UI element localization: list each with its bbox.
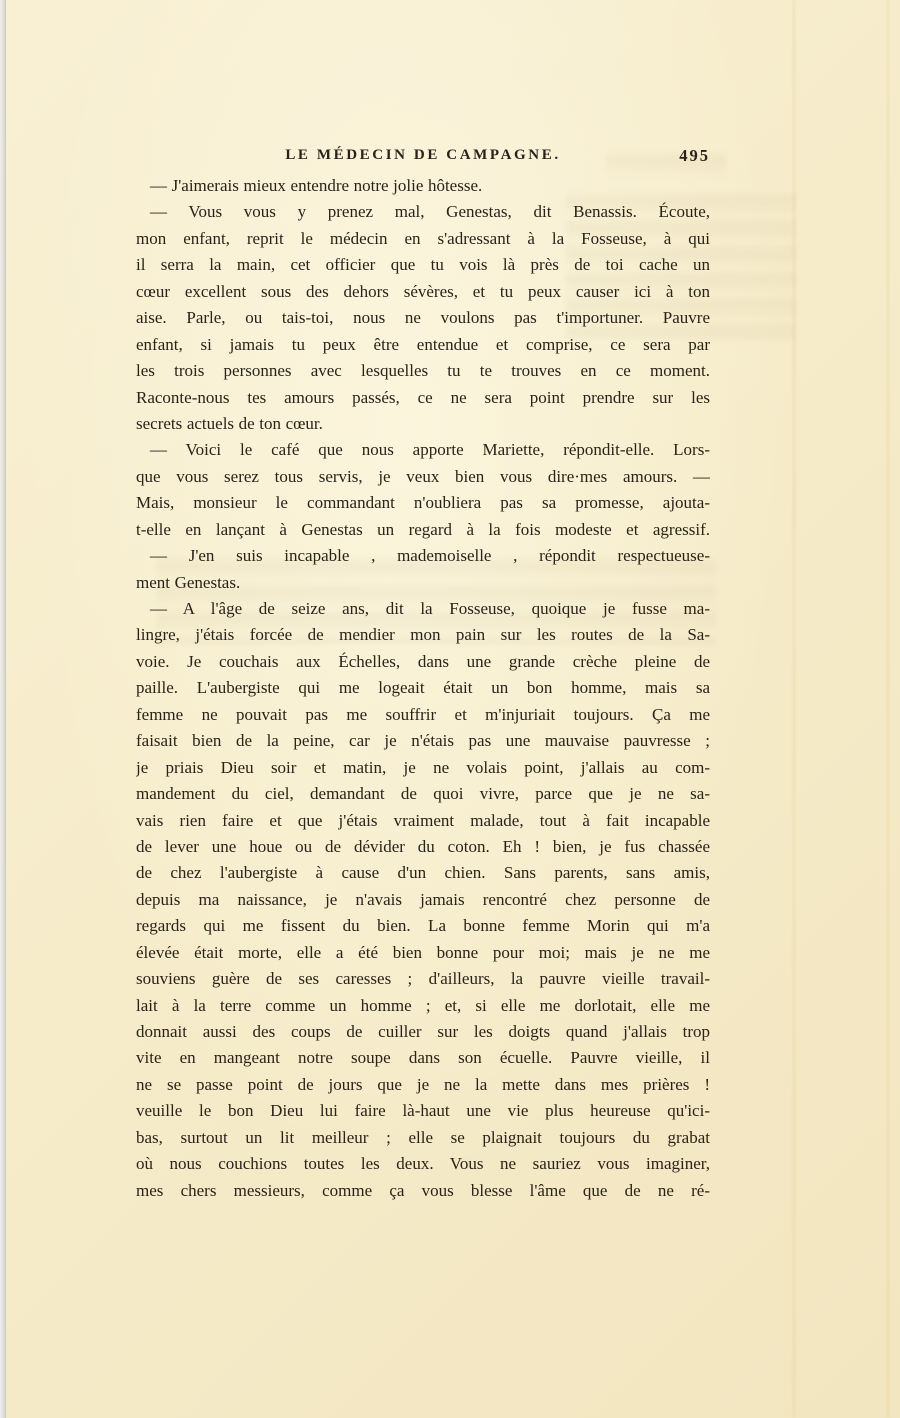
page-header xyxy=(136,147,710,169)
text-line: — Vous vous y prenez mal, Genestas, dit Benassis. Écoute, xyxy=(150,202,710,222)
text-line: faisait bien de la peine, car je n'étais pas une mauvaise pauvresse ; xyxy=(136,731,710,751)
text-line: les trois personnes avec lesquelles tu te trouves en ce moment. xyxy=(136,361,710,381)
text-line: lingre, j'étais forcée de mendier mon pain sur les routes de la Sa- xyxy=(136,625,710,645)
text-line: — J'en suis incapable , mademoiselle , répondit respectueuse- xyxy=(150,546,710,566)
running-title: LE MÉDECIN DE CAMPAGNE. xyxy=(285,147,561,163)
text-line: vite en mangeant notre soupe dans son écuelle. Pauvre vieille, il xyxy=(136,1048,710,1068)
book-page xyxy=(6,0,900,1418)
text-line: mes chers messieurs, comme ça vous blesse l'âme que de ne ré- xyxy=(136,1180,710,1200)
text-line: élevée était morte, elle a été bien bonne pour moi; mais je ne me xyxy=(136,942,710,962)
page-number: 495 xyxy=(679,146,710,165)
text-line: Raconte-nous tes amours passés, ce ne sera point prendre sur les xyxy=(136,387,710,407)
text-line: que vous serez tous servis, je veux bien vous dire·mes amours. — xyxy=(136,466,710,486)
text-line: bas, surtout un lit meilleur ; elle se plaignait toujours du grabat xyxy=(136,1127,710,1147)
text-line: ment Genestas. xyxy=(136,572,241,592)
text-line: veuille le bon Dieu lui faire là-haut une vie plus heureuse qu'ici- xyxy=(136,1101,710,1121)
paper-crease xyxy=(887,0,889,1418)
text-line: où nous couchions toutes les deux. Vous ne sauriez vous imaginer, xyxy=(136,1154,710,1174)
text-line: secrets actuels de ton cœur. xyxy=(136,413,323,433)
text-line: paille. L'aubergiste qui me logeait était un bon homme, mais sa xyxy=(136,678,710,698)
text-line: regards qui me fissent du bien. La bonne femme Morin qui m'a xyxy=(136,916,710,936)
text-line: souviens guère de ses caresses ; d'ailleurs, la pauvre vieille travail- xyxy=(136,969,710,989)
text-line: enfant, si jamais tu peux être entendue et comprise, ce sera par xyxy=(136,334,710,354)
text-line: je priais Dieu soir et matin, je ne volais point, j'allais au com- xyxy=(136,757,710,777)
text-line: lait à la terre comme un homme ; et, si elle me dorlotait, elle me xyxy=(136,995,710,1015)
text-line: de lever une houe ou de dévider du coton. Eh ! bien, je fus chassée xyxy=(136,836,710,856)
text-line: vais rien faire et que j'étais vraiment malade, tout à fait incapable xyxy=(136,810,710,830)
scan-left-edge xyxy=(0,0,6,1418)
text-line: aise. Parle, ou tais-toi, nous ne voulons pas t'importuner. Pauvre xyxy=(136,308,710,328)
text-line: mandement du ciel, demandant de quoi vivre, parce que je ne sa- xyxy=(136,784,710,804)
text-line: — J'aimerais mieux entendre notre jolie hôtesse. xyxy=(150,176,483,195)
text-line: Mais, monsieur le commandant n'oubliera pas sa promesse, ajouta- xyxy=(136,493,710,513)
text-line: donnait aussi des coups de cuiller sur les doigts quand j'allais trop xyxy=(136,1022,710,1041)
text-line: voie. Je couchais aux Échelles, dans une grande crèche pleine de xyxy=(136,651,710,671)
text-line: — Voici le café que nous apporte Mariette, répondit-elle. Lors- xyxy=(150,440,710,460)
text-line: — A l'âge de seize ans, dit la Fosseuse, quoique je fusse ma- xyxy=(150,599,710,618)
text-line: ne se passe point de jours que je ne la mette dans mes prières ! xyxy=(136,1074,710,1094)
text-line: t-elle en lançant à Genestas un regard à la fois modeste et agressif. xyxy=(136,519,710,539)
text-line: depuis ma naissance, je n'avais jamais rencontré chez personne de xyxy=(136,889,710,909)
text-line: mon enfant, reprit le médecin en s'adressant à la Fosseuse, à qui xyxy=(136,228,710,248)
text-line: cœur excellent sous des dehors sévères, et tu peux causer ici à ton xyxy=(136,281,710,301)
text-line: il serra la main, cet officier que tu vois là près de toi cache un xyxy=(136,255,710,275)
text-line: de chez l'aubergiste à cause d'un chien. Sans parents, sans amis, xyxy=(136,863,710,883)
paper-crease xyxy=(793,0,795,1418)
text-line: femme ne pouvait pas me souffrir et m'injuriait toujours. Ça me xyxy=(136,704,710,724)
page-text xyxy=(136,173,710,1204)
